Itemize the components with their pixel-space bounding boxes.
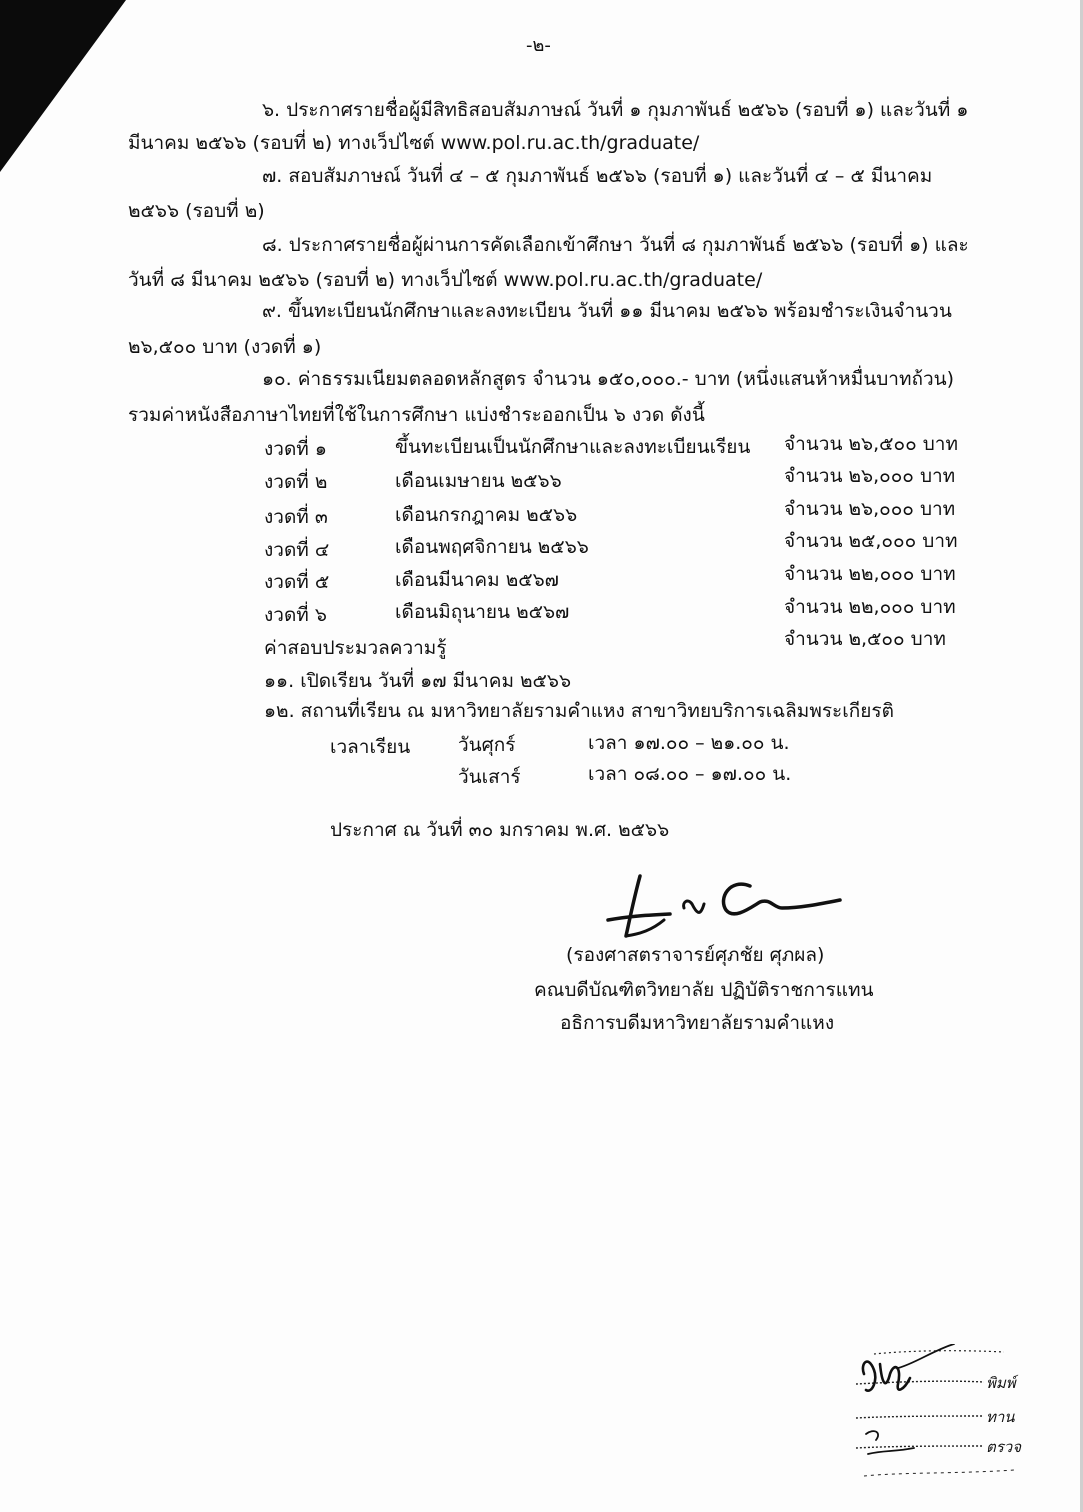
installment-period: งวดที่ ๓ — [264, 506, 328, 528]
installment-description: เดือนกรกฎาคม ๒๕๖๖ — [395, 504, 578, 526]
schedule-time: เวลา ๐๘.๐๐ – ๑๗.๐๐ น. — [588, 763, 792, 785]
page-number: -๒- — [526, 35, 551, 56]
item-9-line-2: ๒๖,๕๐๐ บาท (งวดที่ ๑) — [128, 336, 322, 358]
stamp-mark: ทาน — [986, 1408, 1015, 1426]
item-10-line-1: ๑๐. ค่าธรรมเนียมตลอดหลักสูตร จำนวน ๑๕๐,๐๐๐.- บาท (หนึ่งแสนห้าหมื่นบาทถ้วน) — [262, 368, 955, 390]
installment-amount: จำนวน ๒๒,๐๐๐ บาท — [784, 596, 956, 618]
initials-stamp-block — [854, 1344, 1044, 1488]
installment-period: งวดที่ ๑ — [264, 438, 327, 460]
installment-amount: จำนวน ๒๖,๕๐๐ บาท — [784, 433, 958, 455]
stamp-mark: พิมพ์ — [986, 1374, 1016, 1392]
stamp-mark: ตรวจ — [986, 1438, 1022, 1456]
installment-amount: จำนวน ๒๖,๐๐๐ บาท — [784, 498, 956, 520]
installment-description: เดือนพฤศจิกายน ๒๕๖๖ — [395, 536, 589, 558]
item-12: ๑๒. สถานที่เรียน ณ มหาวิทยาลัยรามคำแหง สาขาวิทยบริการเฉลิมพระเกียรติ — [264, 700, 894, 722]
signatory-name: (รองศาสตราจารย์ศุภชัย ศุภผล) — [566, 944, 825, 966]
installment-description: เดือนมีนาคม ๒๕๖๗ — [395, 569, 559, 591]
item-8-line-1: ๘. ประกาศรายชื่อผู้ผ่านการคัดเลือกเข้าศึกษา วันที่ ๘ กุมภาพันธ์ ๒๕๖๖ (รอบที่ ๑) และ — [262, 234, 969, 256]
schedule-label: เวลาเรียน — [330, 736, 411, 758]
installment-description: เดือนมิถุนายน ๒๕๖๗ — [395, 601, 570, 623]
schedule-day: วันเสาร์ — [458, 766, 521, 788]
installment-description: เดือนเมษายน ๒๕๖๖ — [395, 470, 562, 492]
installment-period: งวดที่ ๔ — [264, 539, 330, 561]
handwritten-signature — [600, 868, 850, 952]
scan-corner-shadow — [0, 0, 126, 172]
exam-fee-label: ค่าสอบประมวลความรู้ — [264, 637, 447, 659]
announcement-date: ประกาศ ณ วันที่ ๓๐ มกราคม พ.ศ. ๒๕๖๖ — [330, 819, 670, 841]
schedule-day: วันศุกร์ — [458, 734, 516, 756]
item-9-line-1: ๙. ขึ้นทะเบียนนักศึกษาและลงทะเบียน วันที่ ๑๑ มีนาคม ๒๕๖๖ พร้อมชำระเงินจำนวน — [262, 300, 952, 322]
installment-period: งวดที่ ๖ — [264, 604, 327, 626]
exam-fee-amount: จำนวน ๒,๕๐๐ บาท — [784, 628, 946, 650]
installment-amount: จำนวน ๒๖,๐๐๐ บาท — [784, 465, 956, 487]
installment-period: งวดที่ ๕ — [264, 571, 330, 593]
installment-period: งวดที่ ๒ — [264, 471, 328, 493]
installment-amount: จำนวน ๒๕,๐๐๐ บาท — [784, 530, 958, 552]
installment-description: ขึ้นทะเบียนเป็นนักศึกษาและลงทะเบียนเรียน — [395, 436, 751, 458]
item-8-line-2: วันที่ ๘ มีนาคม ๒๕๖๖ (รอบที่ ๒) ทางเว็ปไซต์ www.pol.ru.ac.th/graduate/ — [128, 269, 763, 291]
item-10-line-2: รวมค่าหนังสือภาษาไทยที่ใช้ในการศึกษา แบ่งชำระออกเป็น ๖ งวด ดังนี้ — [128, 404, 705, 426]
item-6-line-1: ๖. ประกาศรายชื่อผู้มีสิทธิสอบสัมภาษณ์ วันที่ ๑ กุมภาพันธ์ ๒๕๖๖ (รอบที่ ๑) และวันที่ ๑ — [262, 99, 969, 121]
item-7-line-2: ๒๕๖๖ (รอบที่ ๒) — [128, 200, 265, 222]
signatory-title-1: คณบดีบัณฑิตวิทยาลัย ปฏิบัติราชการแทน — [534, 979, 874, 1001]
schedule-time: เวลา ๑๗.๐๐ – ๒๑.๐๐ น. — [588, 732, 790, 754]
item-6-line-2: มีนาคม ๒๕๖๖ (รอบที่ ๒) ทางเว็ปไซต์ www.pol.ru.ac.th/graduate/ — [128, 132, 700, 154]
installment-amount: จำนวน ๒๒,๐๐๐ บาท — [784, 563, 956, 585]
signatory-title-2: อธิการบดีมหาวิทยาลัยรามคำแหง — [560, 1012, 835, 1034]
item-11: ๑๑. เปิดเรียน วันที่ ๑๗ มีนาคม ๒๕๖๖ — [264, 670, 572, 692]
item-7-line-1: ๗. สอบสัมภาษณ์ วันที่ ๔ – ๕ กุมภาพันธ์ ๒๕๖๖ (รอบที่ ๑) และวันที่ ๔ – ๕ มีนาคม — [262, 165, 933, 187]
